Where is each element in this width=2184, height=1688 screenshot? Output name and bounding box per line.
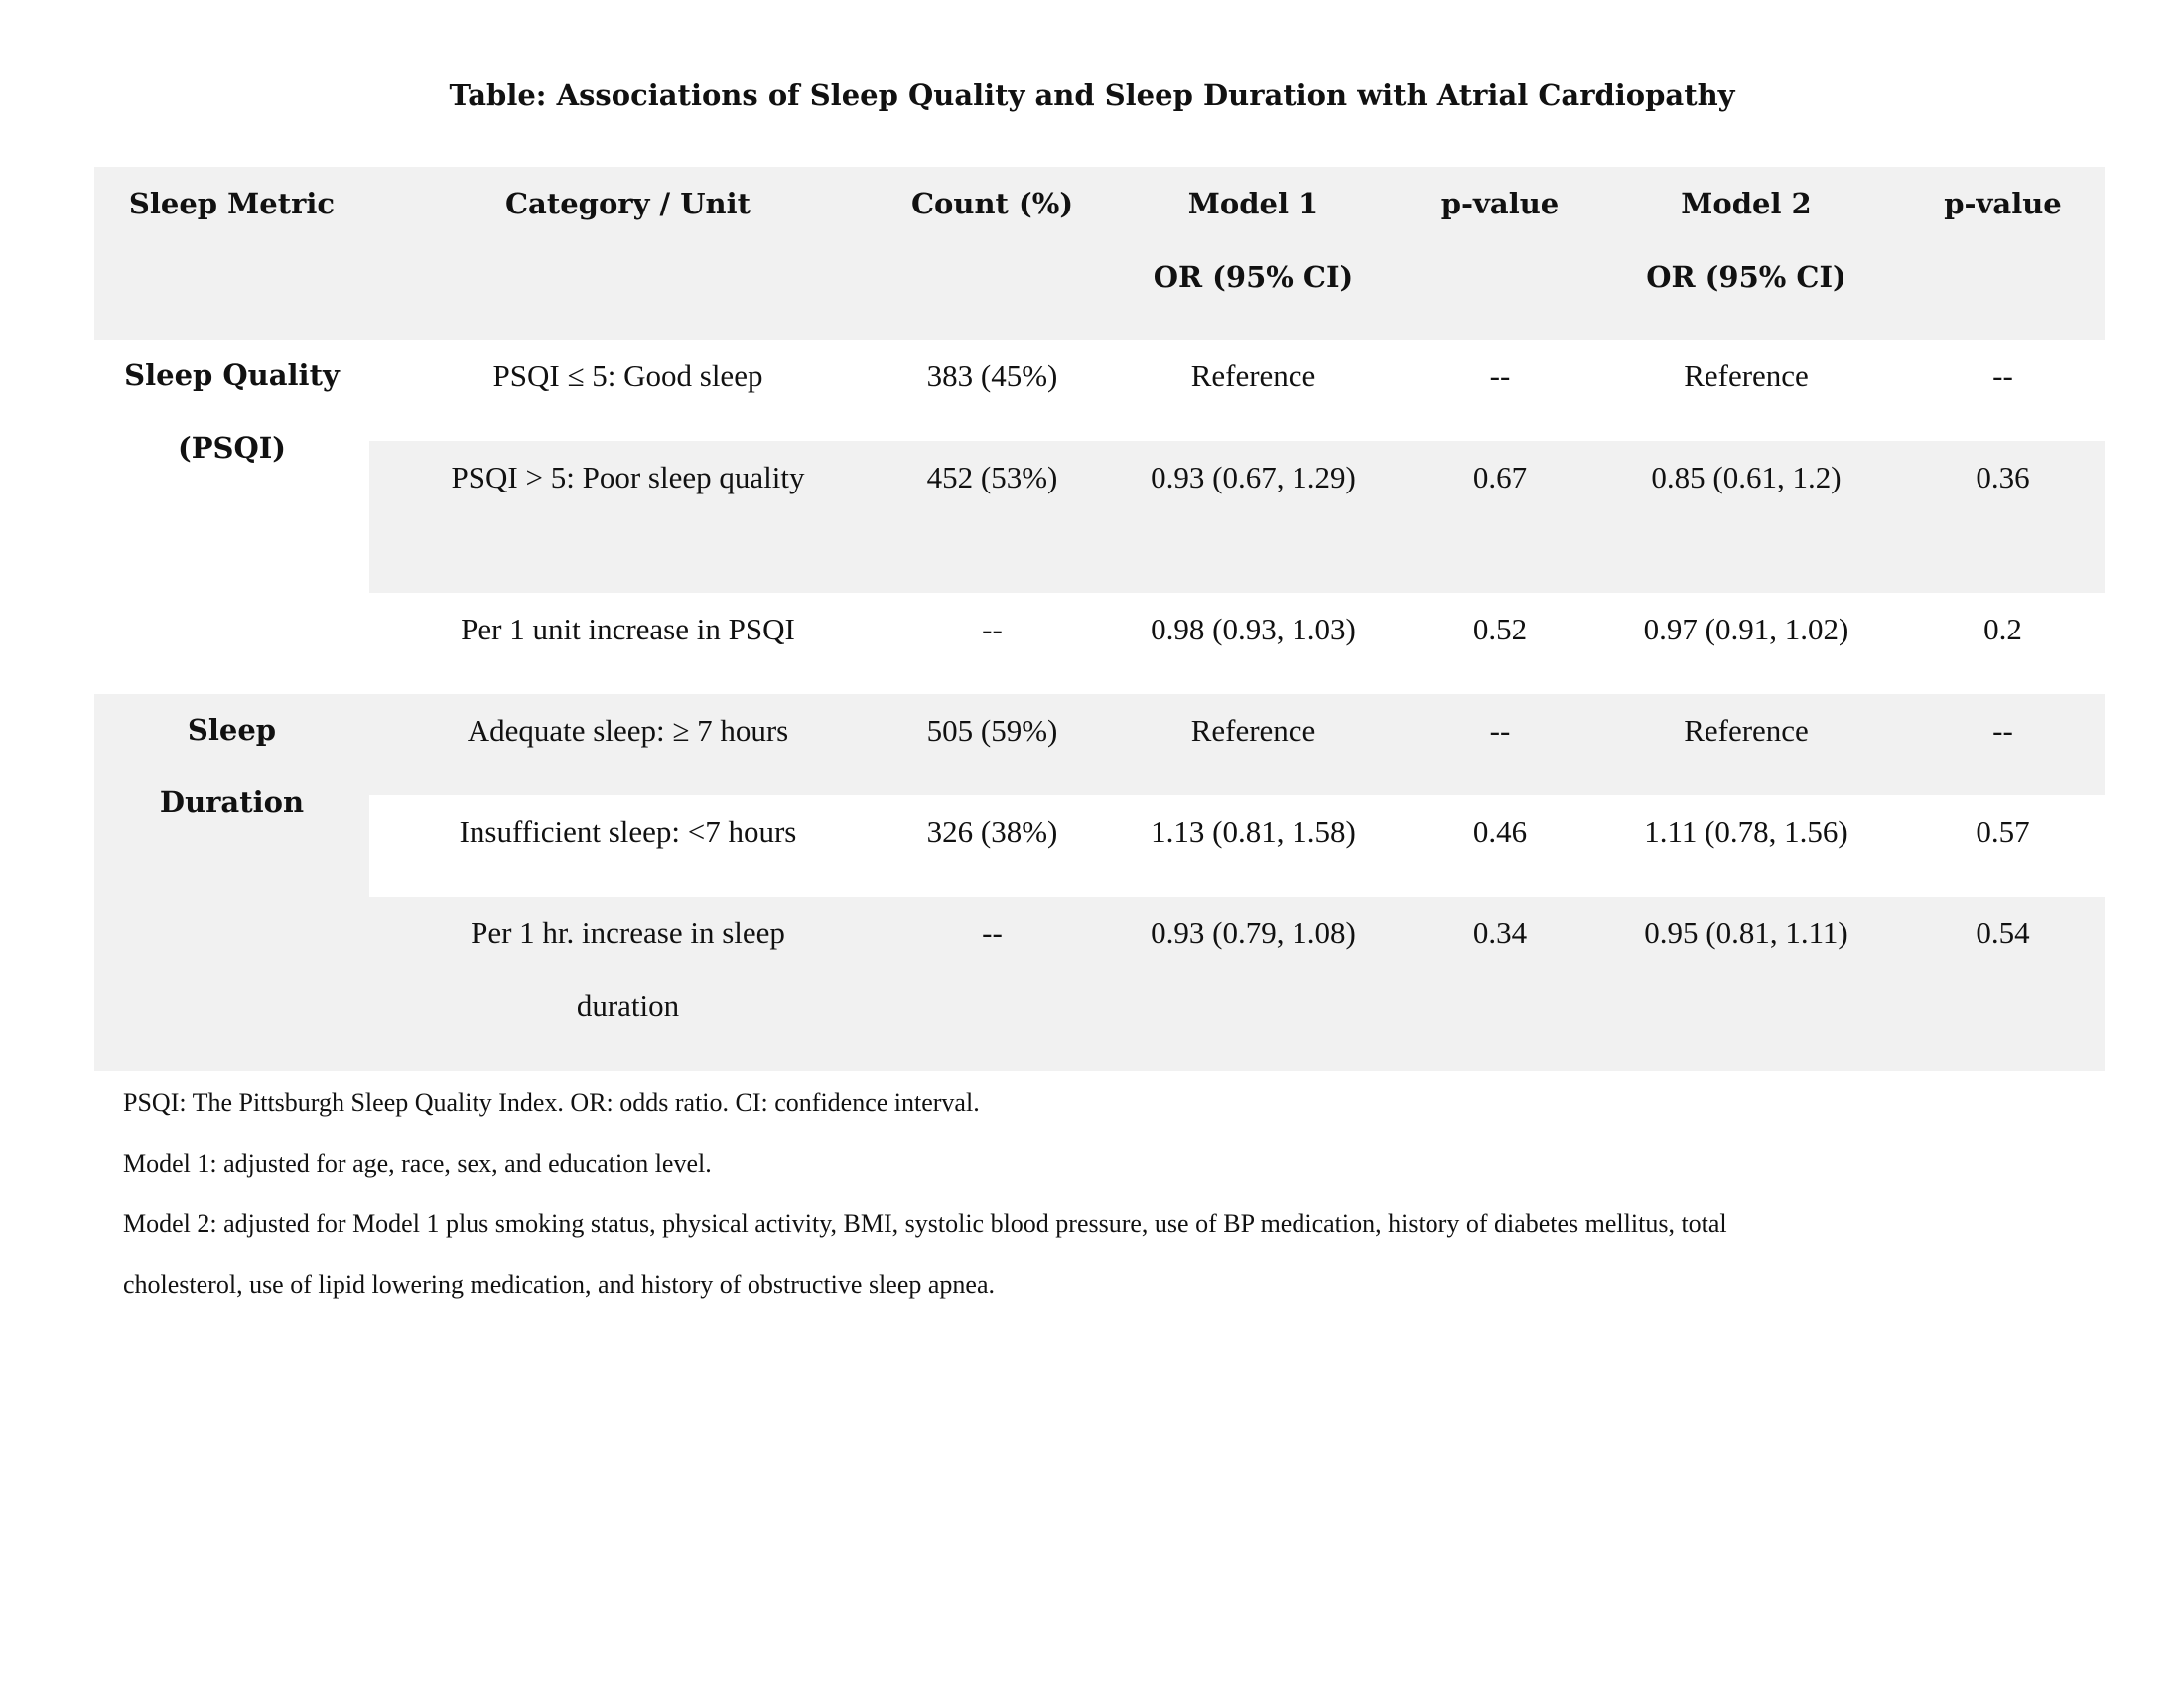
table-header-row <box>94 167 2105 340</box>
header-pvalue1: p-value <box>1409 167 1591 340</box>
category-cell: Per 1 unit increase in PSQI <box>369 593 887 694</box>
model1-cell: Reference <box>1098 340 1409 441</box>
pvalue2-cell: -- <box>1901 694 2105 795</box>
header-sleep-metric: Sleep Metric <box>94 167 369 340</box>
footnote-model2-continued: cholesterol, use of lipid lowering medication, and history of obstructive sleep apnea. <box>123 1270 995 1299</box>
category-cell: Adequate sleep: ≥ 7 hours <box>369 694 887 795</box>
results-table <box>94 167 2105 1071</box>
table-footnotes <box>123 1072 2069 1315</box>
model2-cell: Reference <box>1591 340 1901 441</box>
header-pvalue2: p-value <box>1901 167 2105 340</box>
model2-cell: 0.85 (0.61, 1.2) <box>1591 441 1901 593</box>
header-model1-or: OR (95% CI) <box>1153 260 1354 294</box>
category-cell: Per 1 hr. increase in sleep duration <box>369 897 887 1071</box>
page-title: Table: Associations of Sleep Quality and Sleep Duration with Atrial Cardiopathy <box>449 78 1735 112</box>
pvalue2-cell: 0.57 <box>1901 795 2105 897</box>
model1-cell: 0.98 (0.93, 1.03) <box>1098 593 1409 694</box>
pvalue1-cell: -- <box>1409 340 1591 441</box>
table-row <box>94 593 2105 694</box>
header-model1-name: Model 1 <box>1187 187 1319 220</box>
pvalue1-cell: -- <box>1409 694 1591 795</box>
count-cell: 505 (59%) <box>887 694 1098 795</box>
model2-cell: 1.11 (0.78, 1.56) <box>1591 795 1901 897</box>
table-row <box>94 897 2105 1071</box>
header-model2-name: Model 2 <box>1681 187 1812 220</box>
table-row <box>94 340 2105 441</box>
model2-cell: Reference <box>1591 694 1901 795</box>
header-model1 <box>1098 167 1409 340</box>
table-row <box>94 694 2105 795</box>
category-cell: Insufficient sleep: <7 hours <box>369 795 887 897</box>
table-row <box>94 795 2105 897</box>
header-count: Count (%) <box>887 167 1098 340</box>
pvalue1-cell: 0.52 <box>1409 593 1591 694</box>
count-cell: 326 (38%) <box>887 795 1098 897</box>
model2-cell: 0.97 (0.91, 1.02) <box>1591 593 1901 694</box>
category-cell: PSQI > 5: Poor sleep quality <box>369 441 887 593</box>
metric-sleep-duration: Sleep Duration <box>94 694 369 1071</box>
header-model2-or: OR (95% CI) <box>1646 260 1846 294</box>
count-cell: 383 (45%) <box>887 340 1098 441</box>
pvalue2-cell: 0.36 <box>1901 441 2105 593</box>
footnote-abbreviations: PSQI: The Pittsburgh Sleep Quality Index. OR: odds ratio. CI: confidence interval. <box>123 1088 980 1117</box>
count-cell: -- <box>887 593 1098 694</box>
count-cell: 452 (53%) <box>887 441 1098 593</box>
model1-cell: 1.13 (0.81, 1.58) <box>1098 795 1409 897</box>
pvalue1-cell: 0.46 <box>1409 795 1591 897</box>
count-cell: -- <box>887 897 1098 1071</box>
table-row <box>94 441 2105 593</box>
model1-cell: Reference <box>1098 694 1409 795</box>
results-table-container <box>94 167 2105 1071</box>
category-cell: PSQI ≤ 5: Good sleep <box>369 340 887 441</box>
pvalue1-cell: 0.34 <box>1409 897 1591 1071</box>
pvalue2-cell: -- <box>1901 340 2105 441</box>
footnote-model2: Model 2: adjusted for Model 1 plus smoking status, physical activity, BMI, systolic blood pressure, use of BP medication, history of diabetes mellitus, total <box>123 1209 1727 1238</box>
pvalue2-cell: 0.54 <box>1901 897 2105 1071</box>
pvalue2-cell: 0.2 <box>1901 593 2105 694</box>
header-category: Category / Unit <box>369 167 887 340</box>
metric-sleep-quality: Sleep Quality (PSQI) <box>94 340 369 694</box>
footnote-model1: Model 1: adjusted for age, race, sex, and education level. <box>123 1149 712 1178</box>
header-model2 <box>1591 167 1901 340</box>
pvalue1-cell: 0.67 <box>1409 441 1591 593</box>
model2-cell: 0.95 (0.81, 1.11) <box>1591 897 1901 1071</box>
model1-cell: 0.93 (0.67, 1.29) <box>1098 441 1409 593</box>
model1-cell: 0.93 (0.79, 1.08) <box>1098 897 1409 1071</box>
